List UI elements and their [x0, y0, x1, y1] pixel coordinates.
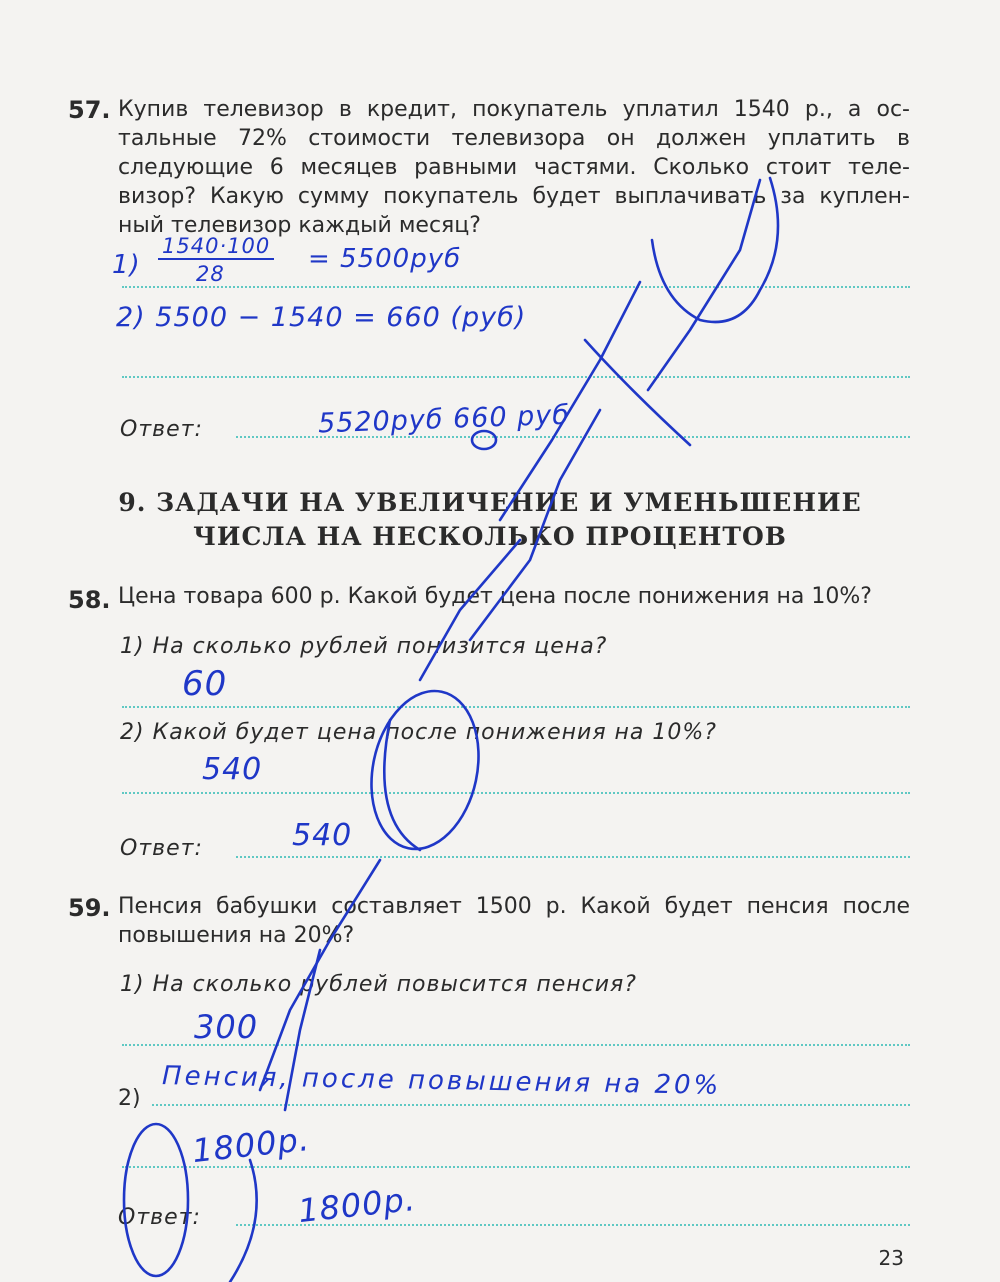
scribble-stroke [585, 340, 690, 445]
task-57-line: Купив телевизор в кредит, покупатель уплатил 1540 р., а ос- [118, 97, 910, 122]
hw-step1-numerator: 1540·100 [158, 234, 274, 260]
scribble-stroke [384, 720, 420, 850]
scribble-stroke [230, 1160, 257, 1282]
hw-step1-denominator: 28 [196, 262, 225, 286]
task-59-q1: 1) На сколько рублей повысится пенсия? [120, 972, 637, 997]
scribble-stroke [358, 681, 493, 859]
page-number: 23 [878, 1246, 904, 1270]
scribble-stroke [124, 1124, 188, 1276]
scribble-stroke [500, 282, 640, 520]
task-58-q1: 1) На сколько рублей понизится цена? [120, 634, 608, 659]
hw-step1-result: = 5500руб [308, 244, 462, 274]
section-title-line1: 9. ЗАДАЧИ НА УВЕЛИЧЕНИЕ И УМЕНЬШЕНИЕ [118, 488, 862, 517]
task-57-answer-label: Ответ: [120, 417, 203, 442]
hw-task-58-a2: 540 [202, 752, 263, 787]
hw-task-58-a1: 60 [182, 664, 228, 704]
scribble-stroke [652, 178, 778, 322]
task-58-text: Цена товара 600 р. Какой будет цена после понижения на 10%? [118, 584, 872, 609]
task-59-number: 59. [68, 894, 111, 922]
hw-task-59-a2: 1800р. [190, 1119, 312, 1171]
scribble-stroke [470, 410, 600, 640]
task-58-q2: 2) Какой будет цена после понижения на 10%? [120, 720, 717, 745]
hw-task-59-answer: 1800р. [296, 1179, 418, 1231]
hw-step2: 2) 5500 − 1540 = 660 (руб) [116, 302, 527, 333]
hw-task-59-q2: Пенсия, после повышения на 20% [161, 1061, 722, 1101]
task-57-line: визор? Какую сумму покупатель будет выплачивать за куплен- [118, 184, 910, 209]
task-57-line: ный телевизор каждый месяц? [118, 213, 481, 238]
hw-task-57-answer: 5520руб 660 руб [317, 399, 571, 440]
scribble-stroke [260, 860, 380, 1090]
hw-task-59-a1: 300 [194, 1008, 259, 1046]
task-59-answer-label: Ответ: [118, 1205, 201, 1230]
task-59-q2-prefix: 2) [118, 1086, 141, 1111]
task-59-line: повышения на 20%? [118, 923, 355, 948]
task-59-line: Пенсия бабушки составляет 1500 р. Какой будет пенсия после [118, 894, 910, 919]
hw-step1-prefix: 1) [112, 250, 141, 280]
hw-task-58-answer: 540 [292, 818, 353, 853]
task-57-line: тальные 72% стоимости телевизора он должен уплатить в [118, 126, 910, 151]
task-58-number: 58. [68, 586, 111, 614]
scribble-stroke [472, 431, 496, 449]
task-57-number: 57. [68, 96, 111, 124]
scribble-stroke [420, 540, 520, 680]
task-58-answer-label: Ответ: [120, 836, 203, 861]
scribble-stroke [285, 950, 320, 1110]
task-57-line: следующие 6 месяцев равными частями. Сколько стоит теле- [118, 155, 910, 180]
section-title-line2: ЧИСЛА НА НЕСКОЛЬКО ПРОЦЕНТОВ [193, 522, 787, 551]
